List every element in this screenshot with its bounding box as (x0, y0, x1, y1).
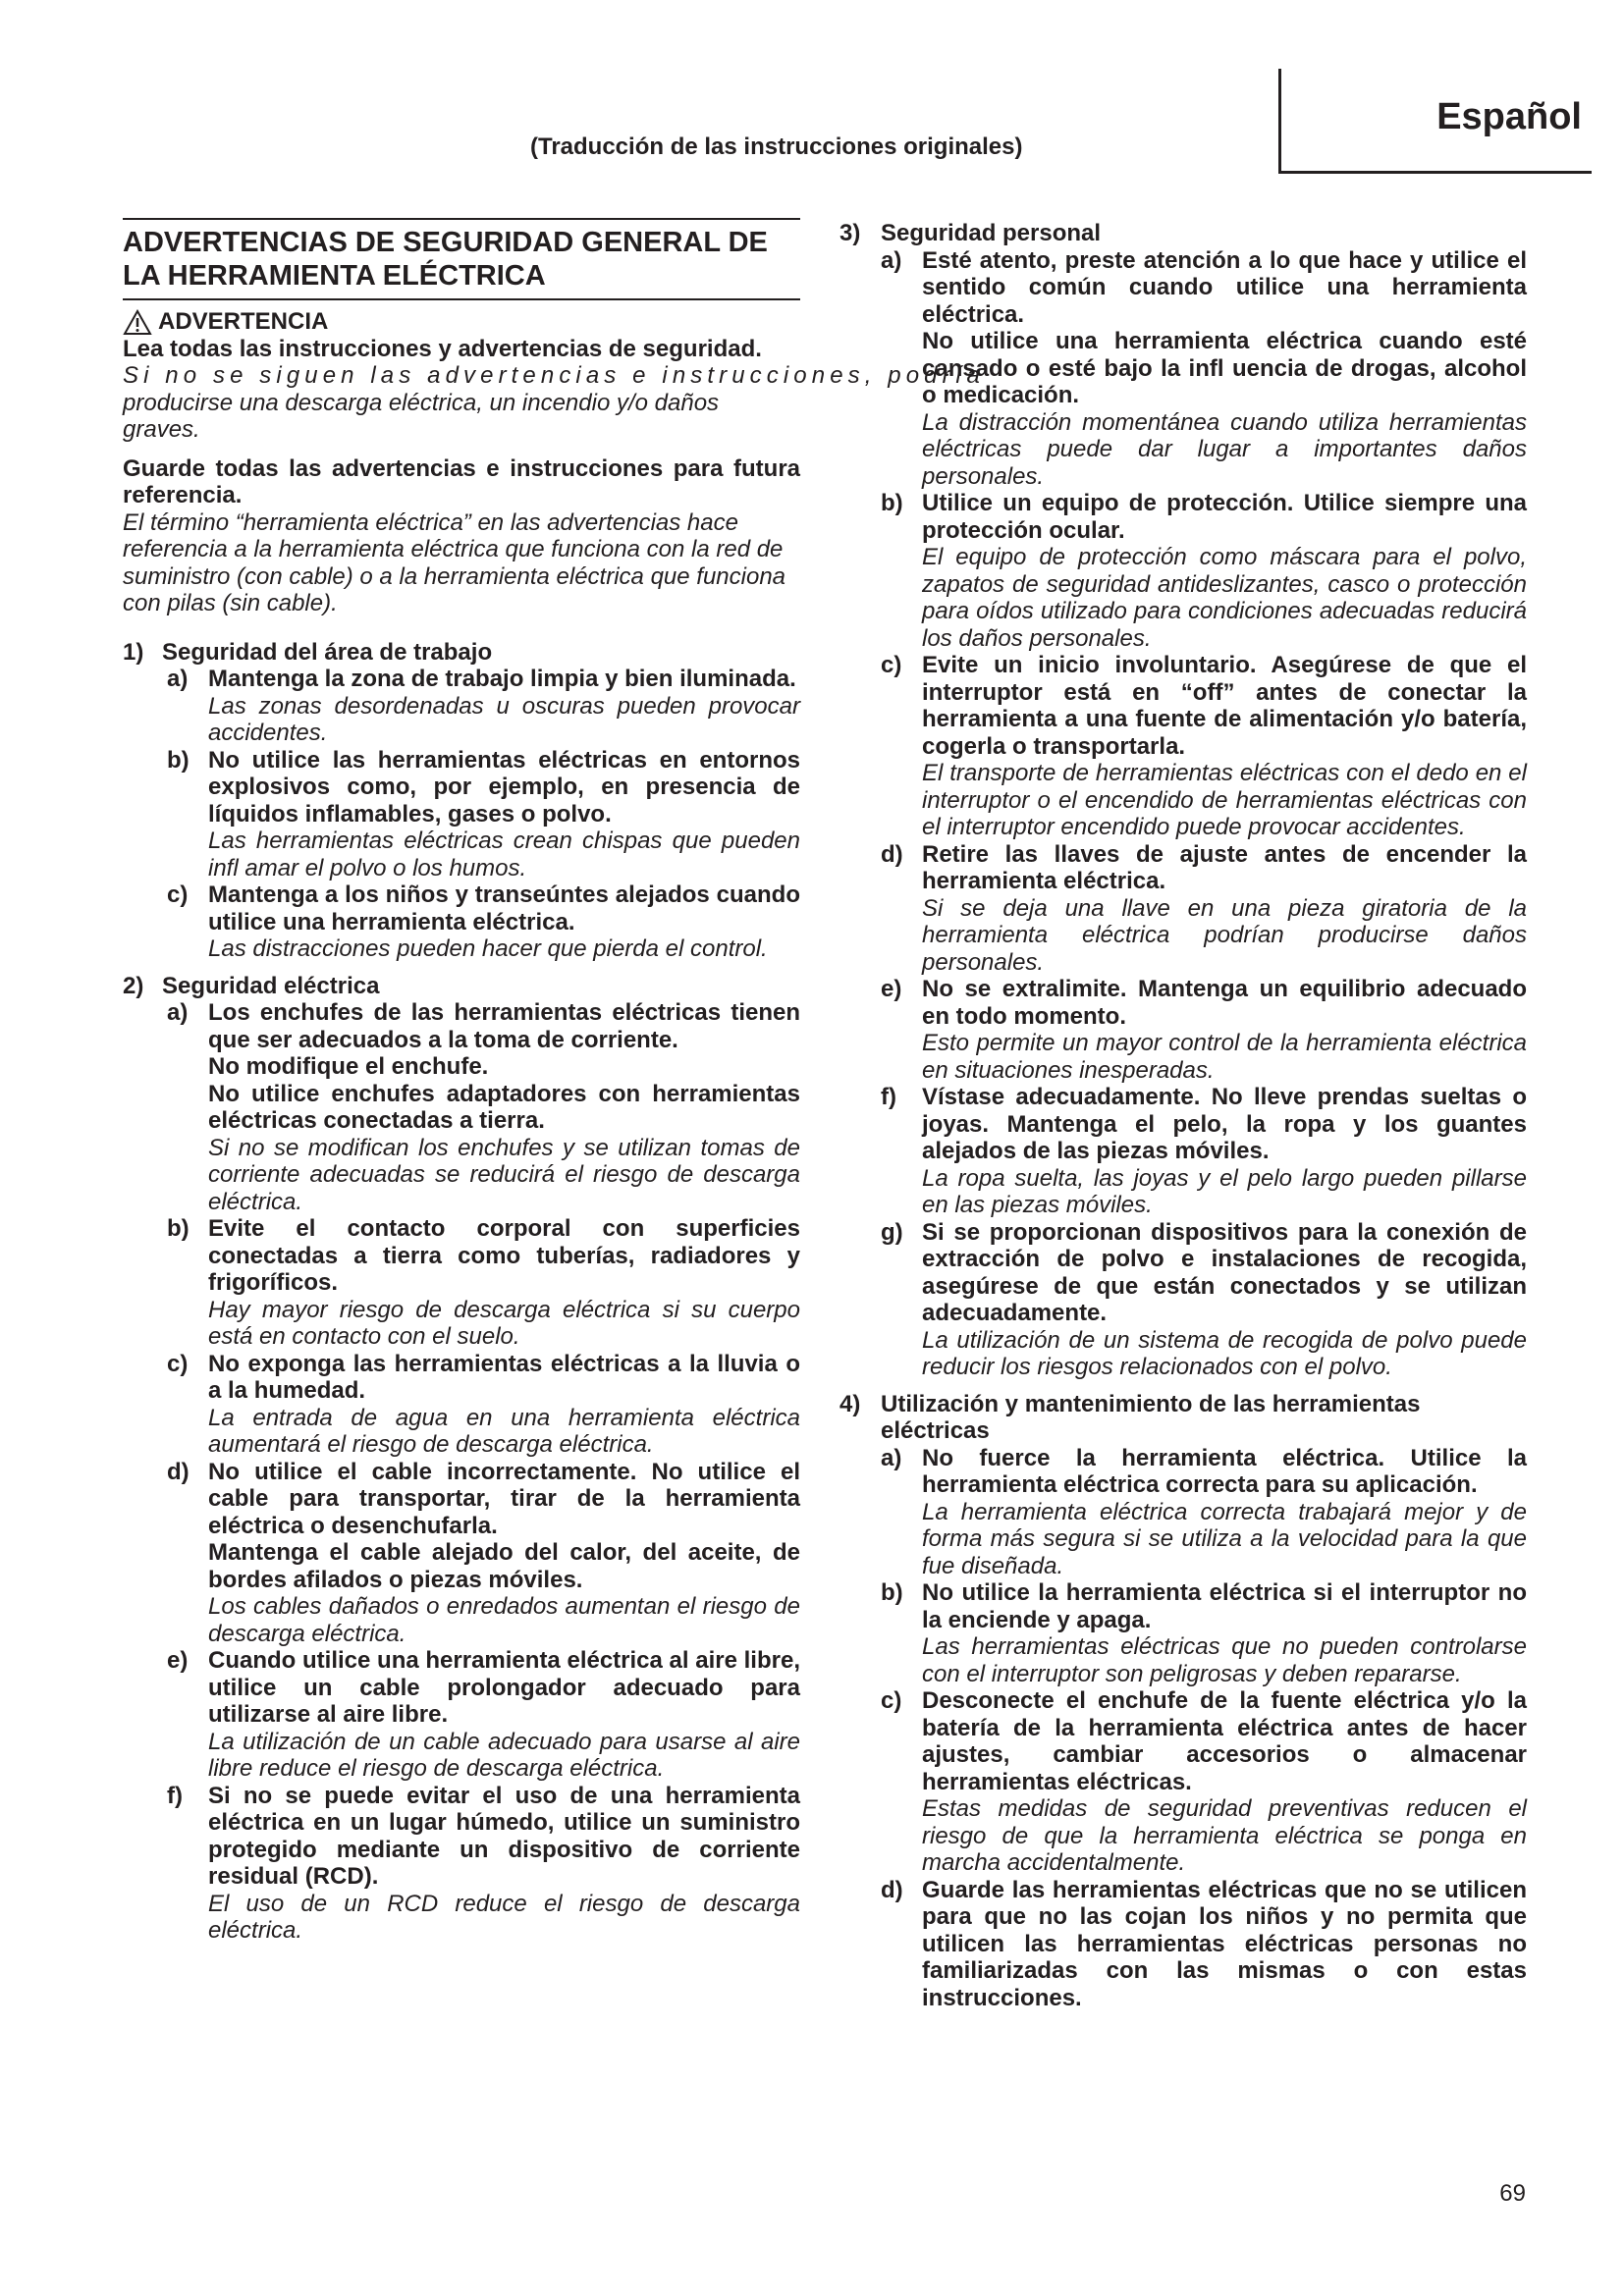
section-heading: 1) Seguridad del área de trabajo (123, 638, 493, 666)
list-item: d) No utilice el cable incorrectamente. No utilice el cable para transportar, tirar de la herramienta eléctrica o desenchufarla. Mantenga el cable alejado del calor, del aceite, de bordes afilados o piezas móviles. Los cables dañados o enredados aumentan el riesgo de descarga eléctrica. (167, 1458, 800, 1647)
list-item: f) Si no se puede evitar el uso de una herramienta eléctrica en un lugar húmedo, utilice un suministro protegido mediante un dispositivo de corriente residual (RCD). El uso de un RCD reduce el riesgo de descarga eléctrica. (167, 1782, 800, 1944)
warning-consequence: producirse una descarga eléctrica, un incendio y/o daños graves. (123, 389, 720, 443)
language-header-box (1278, 69, 1592, 174)
translation-subtitle: (Traducción de las instrucciones originales) (530, 133, 1023, 160)
list-item: e) No se extralimite. Mantenga un equilibrio adecuado en todo momento. Esto permite un mayor control de la herramienta eléctrica en situaciones inesperadas. (881, 976, 1527, 1084)
warning-label: ADVERTENCIA (158, 308, 329, 335)
page-number: 69 (1499, 2180, 1526, 2207)
warning-text: Lea todas las instrucciones y advertencias de seguridad. (123, 335, 762, 362)
right-column (839, 218, 1527, 2011)
list-item: g) Si se proporcionan dispositivos para la conexión de extracción de polvo e instalaciones de recogida, asegúrese de que están conectados y se utilizan adecuadamente. La utilización de un sistema de recogida de polvo puede reducir los riesgos relacionados con el polvo. (881, 1218, 1527, 1380)
list-item: a) No fuerce la herramienta eléctrica. Utilice la herramienta eléctrica correcta para su aplicación. La herramienta eléctrica correcta trabajará mejor y de forma más segura si se utiliza a la velocidad para la que fue diseñada. (881, 1444, 1527, 1579)
save-instructions: Guarde todas las advertencias e instrucciones para futura referencia. (123, 454, 800, 508)
list-item: b) No utilice la herramienta eléctrica si el interruptor no la enciende y apaga. Las herramientas eléctricas que no pueden controlarse con el interruptor son peligrosas y deben repararse. (881, 1579, 1527, 1687)
section-heading: 4) Utilización y mantenimiento de las herramientas eléctricas (839, 1390, 1421, 1444)
list-item: b) No utilice las herramientas eléctricas en entornos explosivos como, por ejemplo, en presencia de líquidos inflamables, gases o polvo. Las herramientas eléctricas crean chispas que pueden infl amar el polvo o los humos. (167, 746, 800, 881)
warning-triangle-icon (123, 309, 152, 336)
list-item: a) Esté atento, preste atención a lo que hace y utilice el sentido común cuando utilice una herramienta eléctrica. No utilice una herramienta eléctrica cuando esté cansado o esté bajo la infl uencia de drogas, alcohol o medicación. La distracción momentánea cuando utiliza herramientas eléctricas puede dar lugar a importantes daños personales. (881, 246, 1527, 490)
section-heading: 3) Seguridad personal (839, 220, 1102, 246)
list-item: c) Mantenga a los niños y transeúntes alejados cuando utilice una herramienta eléctrica. Las distracciones pueden hacer que pierda el control. (167, 881, 800, 962)
section-heading: 2) Seguridad eléctrica (123, 972, 380, 999)
list-item: d) Retire las llaves de ajuste antes de encender la herramienta eléctrica. Si se deja una llave en una pieza giratoria de la herramienta eléctrica podrían producirse daños personales. (881, 840, 1527, 976)
list-item: c) Evite un inicio involuntario. Asegúrese de que el interruptor está en “off” antes de conectar la herramienta a una fuente de alimentación y/o batería, cogerla o transportarla. El transporte de herramientas eléctricas con el dedo en el interruptor o el encendido de herramientas eléctricas con el interruptor encendido puede provocar accidentes. (881, 652, 1527, 840)
warning-consequence-line: Si no se siguen las advertencias e instrucciones, podría (123, 362, 985, 389)
language-label: Español (1436, 96, 1582, 137)
list-item: f) Vístase adecuadamente. No lleve prendas sueltas o joyas. Mantenga el pelo, la ropa y los guantes alejados de las piezas móviles. La ropa suelta, las joyas y el pelo largo pueden pillarse en las piezas móviles. (881, 1084, 1527, 1218)
list-item: a) Mantenga la zona de trabajo limpia y bien iluminada. Las zonas desordenadas u oscuras pueden provocar accidentes. (167, 666, 800, 746)
list-item: b) Utilice un equipo de protección. Utilice siempre una protección ocular. El equipo de protección como máscara para el polvo, zapatos de seguridad antideslizantes, casco o protección para oídos utilizado para condiciones adecuadas reducirá los daños personales. (881, 490, 1527, 652)
list-item: d) Guarde las herramientas eléctricas que no se utilicen para que no las cojan los niños y no permita que utilicen las herramientas eléctricas personas no familiarizadas con las mismas o con estas instrucciones. (881, 1876, 1527, 2011)
warning-heading (123, 308, 800, 336)
list-item: c) No exponga las herramientas eléctricas a la lluvia o a la humedad. La entrada de agua en una herramienta eléctrica aumentará el riesgo de descarga eléctrica. (167, 1350, 800, 1458)
list-item: b) Evite el contacto corporal con superficies conectadas a tierra como tuberías, radiadores y frigoríficos. Hay mayor riesgo de descarga eléctrica si su cuerpo está en contacto con el suelo. (167, 1215, 800, 1350)
list-item: a) Los enchufes de las herramientas eléctricas tienen que ser adecuados a la toma de corriente. No modifique el enchufe. No utilice enchufes adaptadores con herramientas eléctricas conectadas a tierra. Si no se modifican los enchufes y se utilizan tomas de corriente adecuadas se reducirá el riesgo de descarga eléctrica. (167, 999, 800, 1215)
section-title: ADVERTENCIAS DE SEGURIDAD GENERAL DE LA HERRAMIENTA ELÉCTRICA (123, 218, 800, 300)
term-definition: El término “herramienta eléctrica” en las advertencias hace referencia a la herramienta eléctrica que funciona con la red de suministro (con cable) o a la herramienta eléctrica que funciona con pilas (sin cable). (123, 508, 786, 616)
list-item: e) Cuando utilice una herramienta eléctrica al aire libre, utilice un cable prolongador adecuado para utilizarse al aire libre. La utilización de un cable adecuado para usarse al aire libre reduce el riesgo de descarga eléctrica. (167, 1647, 800, 1782)
list-item: c) Desconecte el enchufe de la fuente eléctrica y/o la batería de la herramienta eléctrica antes de hacer ajustes, cambiar accesorios o almacenar herramientas eléctricas. Estas medidas de seguridad preventivas reducen el riesgo de que la herramienta eléctrica se ponga en marcha accidentalmente. (881, 1687, 1527, 1876)
